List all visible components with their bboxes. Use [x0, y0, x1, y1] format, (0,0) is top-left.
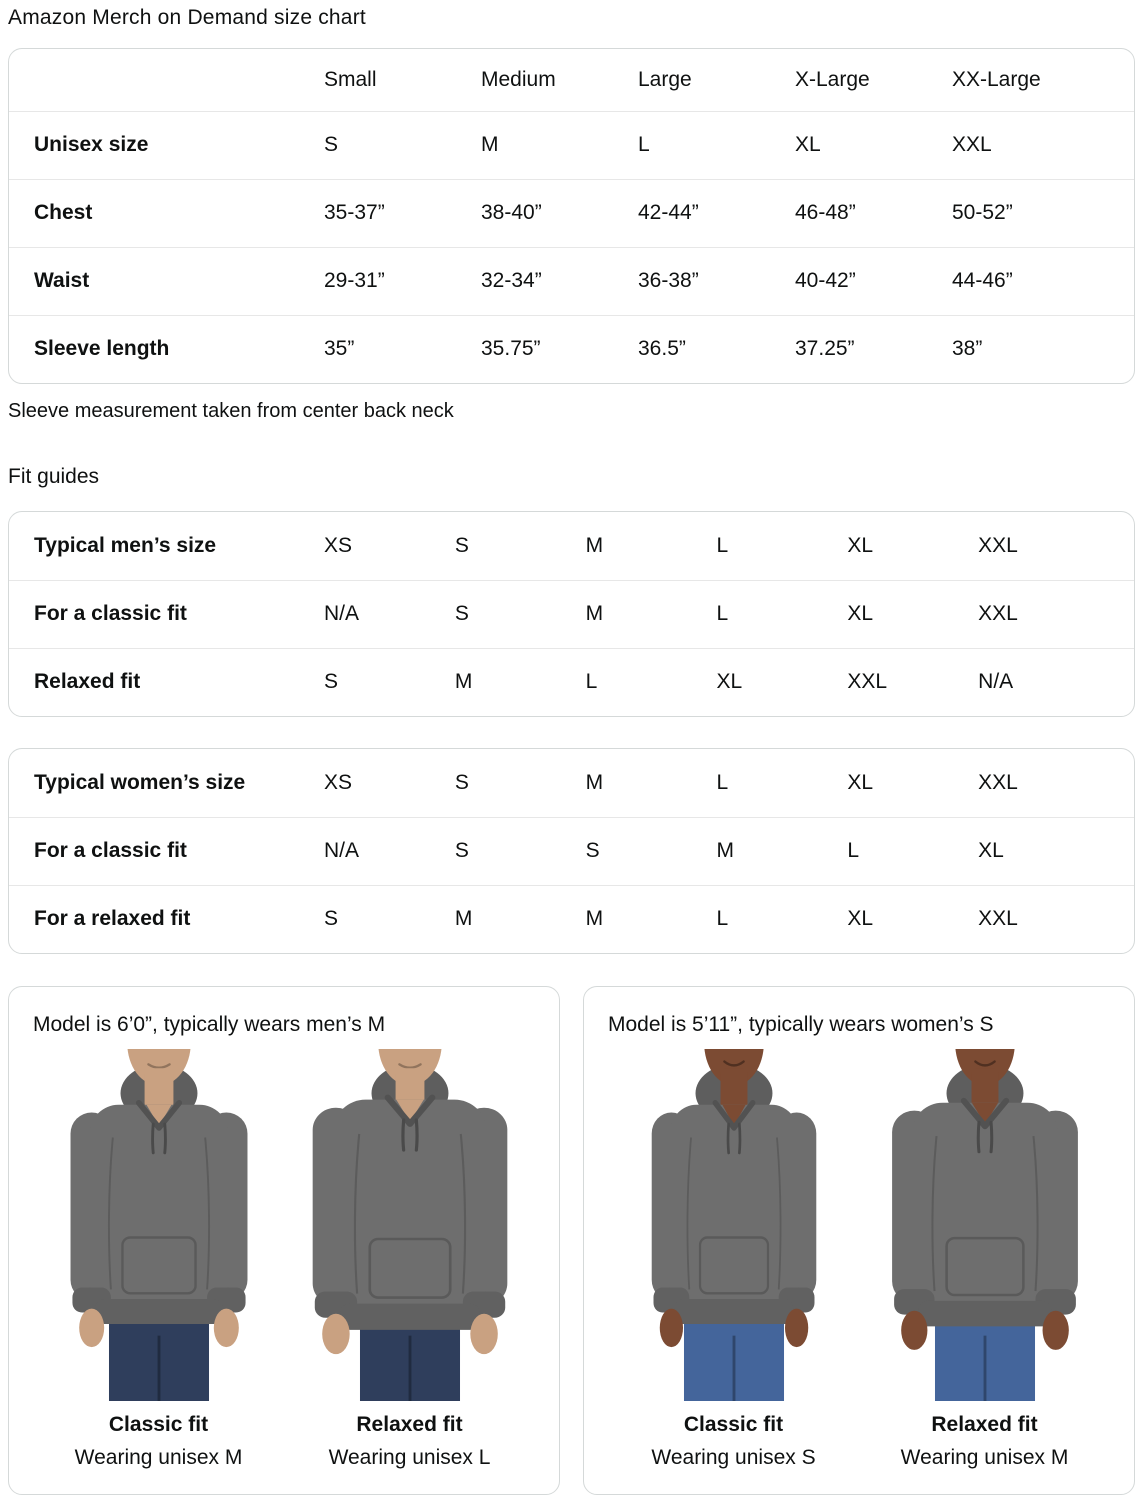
cell: S: [324, 670, 339, 694]
table-row-waist: [9, 247, 1134, 315]
drawstring-right: [164, 1124, 165, 1153]
cell: 42-44”: [638, 201, 699, 225]
row-label: Sleeve length: [34, 337, 170, 361]
table-row-chest: [9, 179, 1134, 247]
table-row-womens-classic-fit: [9, 817, 1134, 885]
row-label: For a relaxed fit: [34, 907, 191, 931]
model-neck: [144, 1068, 173, 1108]
column-header-small: Small: [324, 67, 377, 91]
wearing-size: Wearing unisex S: [651, 1446, 816, 1469]
fit-name: Classic fit: [683, 1413, 784, 1436]
womens-fit-guide-table: [8, 748, 1135, 954]
table-row-mens-relaxed-fit: [9, 648, 1134, 716]
cell: XXL: [952, 133, 992, 157]
hoodie-model-illustration: [303, 1049, 517, 1401]
cell: 46-48”: [795, 201, 856, 225]
cell: M: [716, 839, 734, 863]
fit-name: Classic fit: [108, 1413, 209, 1436]
column-header-large: Large: [638, 67, 692, 91]
cell: XXL: [847, 670, 888, 694]
womens-model-card-title: Model is 5’11”, typically wears women’s S: [608, 1013, 994, 1036]
hand-left: [79, 1309, 104, 1347]
cell: 35”: [324, 337, 355, 361]
cell: S: [324, 907, 339, 931]
model-cards-row: [8, 986, 1135, 1495]
cell: XL: [847, 533, 874, 557]
cell: XL: [847, 907, 874, 931]
cell: S: [454, 533, 469, 557]
hand-left: [322, 1314, 350, 1354]
cell: 40-42”: [795, 269, 856, 293]
sleeve-measurement-note: Sleeve measurement taken from center back neck: [8, 400, 454, 422]
cell: 35-37”: [324, 201, 385, 225]
wearing-size: Wearing unisex M: [900, 1446, 1069, 1469]
table-row-typical-womens-size: [9, 749, 1134, 817]
mens-model-card: [8, 986, 560, 1495]
table-row-mens-classic-fit: [9, 580, 1134, 648]
cell: 38-40”: [481, 201, 542, 225]
cell: XL: [847, 602, 874, 626]
cell: S: [454, 839, 469, 863]
row-label: Chest: [34, 201, 93, 225]
mens-figures: [33, 1049, 535, 1470]
hem-band: [674, 1299, 792, 1324]
womens-classic-caption: [651, 1413, 815, 1470]
cell: 29-31”: [324, 269, 385, 293]
mens-classic-figure: [33, 1049, 284, 1470]
cell: XL: [795, 133, 821, 157]
hem-band: [340, 1304, 480, 1330]
hoodie-garment: [651, 1103, 816, 1347]
cell: M: [585, 602, 604, 626]
cell: M: [585, 533, 604, 557]
hoodie-model-illustration: [627, 1049, 841, 1401]
cell: N/A: [978, 670, 1014, 694]
cell: L: [638, 133, 650, 157]
drawstring-left: [402, 1120, 403, 1150]
size-chart-header-row: [9, 49, 1134, 111]
cell: S: [454, 770, 469, 794]
hand-right: [470, 1314, 498, 1354]
row-label: For a classic fit: [34, 839, 187, 863]
hoodie-garment: [70, 1103, 247, 1347]
hand-left: [659, 1309, 682, 1347]
cell: L: [716, 770, 729, 794]
row-label: Unisex size: [34, 133, 149, 157]
cell: 32-34”: [481, 269, 542, 293]
model-photo-womens-classic: [627, 1049, 841, 1401]
cell: M: [585, 770, 604, 794]
hand-right: [1042, 1311, 1068, 1350]
drawstring-right: [416, 1120, 417, 1150]
cell: S: [324, 133, 339, 157]
column-header-medium: Medium: [481, 67, 556, 91]
drawstring-left: [152, 1124, 153, 1153]
cell: S: [454, 602, 469, 626]
table-row-typical-mens-size: [9, 512, 1134, 580]
row-label: Typical women’s size: [34, 770, 246, 794]
womens-model-card: [583, 986, 1135, 1495]
cell: XXL: [978, 770, 1018, 794]
hand-right: [213, 1309, 238, 1347]
cell: L: [716, 907, 729, 931]
model-photo-mens-relaxed: [303, 1049, 517, 1401]
fit-guides-heading: Fit guides: [8, 465, 100, 488]
cell: L: [847, 839, 860, 863]
cell: XL: [716, 670, 743, 694]
hoodie-garment: [892, 1101, 1078, 1350]
hand-left: [901, 1311, 927, 1350]
mens-relaxed-figure: [284, 1049, 535, 1470]
column-header-x-large: X-Large: [795, 67, 870, 91]
hem-band: [918, 1301, 1051, 1327]
hoodie-model-illustration: [52, 1049, 266, 1401]
row-label: Relaxed fit: [34, 670, 141, 694]
cell: XXL: [978, 533, 1018, 557]
cell: 44-46”: [952, 269, 1013, 293]
cell: 36-38”: [638, 269, 699, 293]
model-photo-mens-classic: [52, 1049, 266, 1401]
size-chart-table: [8, 48, 1135, 384]
model-photo-womens-relaxed: [878, 1049, 1092, 1401]
row-label: Waist: [34, 269, 90, 293]
drawstring-right: [991, 1122, 992, 1151]
cell: XXL: [978, 602, 1018, 626]
fit-name: Relaxed fit: [356, 1413, 463, 1436]
hoodie-model-illustration: [878, 1049, 1092, 1401]
womens-classic-figure: [608, 1049, 859, 1470]
mens-model-card-title: Model is 6’0”, typically wears men’s M: [33, 1013, 386, 1036]
cell: 37.25”: [795, 337, 855, 361]
cell: N/A: [324, 602, 360, 626]
cell: M: [585, 907, 604, 931]
hand-right: [784, 1309, 807, 1347]
cell: XL: [847, 770, 874, 794]
cell: 36.5”: [638, 337, 686, 361]
wearing-size: Wearing unisex M: [74, 1446, 243, 1469]
womens-figures: [608, 1049, 1110, 1470]
womens-relaxed-figure: [859, 1049, 1110, 1470]
cell: S: [585, 839, 600, 863]
mens-relaxed-caption: [329, 1413, 491, 1470]
drawstring-right: [739, 1124, 740, 1153]
cell: 38”: [952, 337, 983, 361]
womens-relaxed-caption: [901, 1413, 1069, 1470]
model-neck: [971, 1068, 998, 1108]
cell: L: [716, 602, 729, 626]
column-header-xx-large: XX-Large: [952, 67, 1041, 91]
fit-name: Relaxed fit: [931, 1413, 1038, 1436]
cell: M: [481, 133, 499, 157]
mens-classic-caption: [75, 1413, 243, 1470]
cell: L: [716, 533, 729, 557]
hem-band: [95, 1299, 222, 1324]
table-row-unisex-size: [9, 111, 1134, 179]
cell: M: [454, 907, 473, 931]
cell: 50-52”: [952, 201, 1013, 225]
cell: N/A: [324, 839, 360, 863]
cell: XS: [324, 770, 353, 794]
drawstring-left: [727, 1124, 728, 1153]
cell: 35.75”: [481, 337, 541, 361]
cell: XXL: [978, 907, 1018, 931]
drawstring-left: [978, 1122, 979, 1151]
cell: M: [454, 670, 473, 694]
cell: L: [585, 670, 598, 694]
cell: XS: [324, 533, 353, 557]
table-row-womens-relaxed-fit: [9, 885, 1134, 953]
row-label: For a classic fit: [34, 602, 187, 626]
cell: XL: [978, 839, 1004, 863]
model-neck: [720, 1068, 747, 1108]
mens-fit-guide-table: [8, 511, 1135, 717]
table-row-sleeve-length: [9, 315, 1134, 383]
page-title: Amazon Merch on Demand size chart: [8, 6, 366, 29]
row-label: Typical men’s size: [34, 533, 217, 557]
wearing-size: Wearing unisex L: [328, 1446, 491, 1469]
hoodie-garment: [312, 1098, 507, 1354]
